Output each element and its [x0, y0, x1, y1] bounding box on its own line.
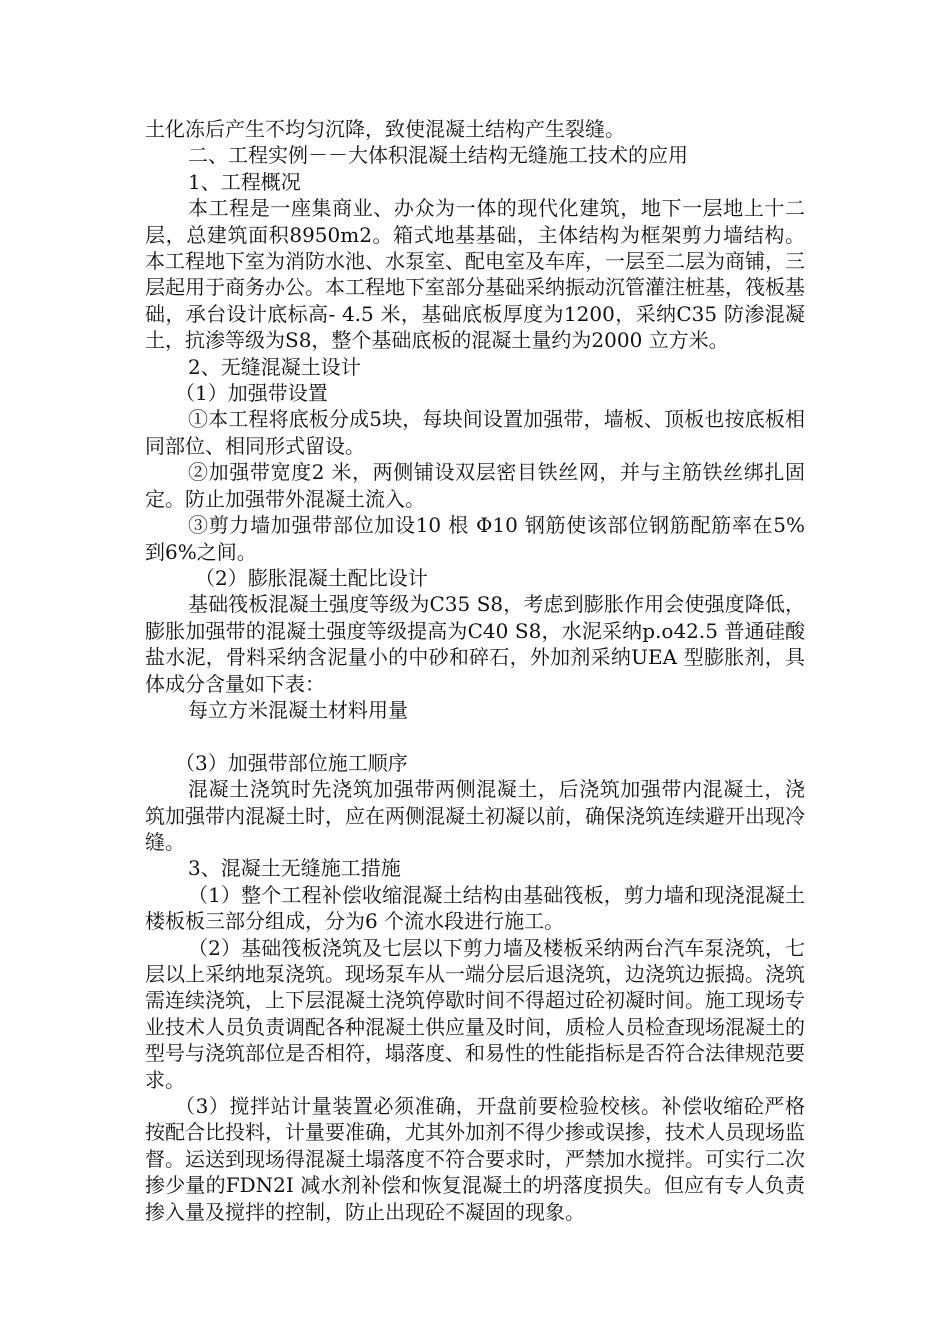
blank-line — [145, 723, 805, 749]
section-heading-project-example: 二、工程实例－－大体积混凝土结构无缝施工技术的应用 — [188, 143, 688, 168]
subsection-heading-overview: 1、工程概况 — [188, 169, 301, 194]
paragraph-item-2: ②加强带宽度2 米，两侧铺设双层密目铁丝网，并与主筋铁丝绑扎固定。防止加强带外混凝土流入。 — [145, 460, 805, 511]
table-caption: 每立方米混凝土材料用量 — [188, 697, 408, 722]
paragraph-measure-3: （3）搅拌站计量装置必须准确，开盘前要检验校核。补偿收缩砼严格按配合比投料，计量要准确，尤其外加剂不得少掺或误掺，技术人员现场监督。运送到现场得混凝土塌落度不符合要求时，严禁加水搅拌。可实行二次掺少量的FDN2I 减水剂补偿和恢复混凝土的坍落度损失。但应有专人负责掺入量及搅拌的控制，防止出现砼不凝固的现象。 — [145, 1094, 805, 1224]
paragraph-measure-2: （2）基础筏板浇筑及七层以下剪力墙及楼板采纳两台汽车泵浇筑，七层以上采纳地泵浇筑。现场泵车从一端分层后退浇筑，边浇筑边振捣。浇筑需连续浇筑，上下层混凝土浇筑停歇时间不得超过砼初凝时间。施工现场专业技术人员负责调配各种混凝土供应量及时间，质检人员检查现场混凝土的型号与浇筑部位是否相符，塌落度、和易性的性能指标是否符合法律规范要求。 — [145, 935, 805, 1092]
item-heading-construction-order: （3）加强带部位施工顺序 — [175, 750, 408, 775]
subsection-heading-measures: 3、混凝土无缝施工措施 — [188, 856, 401, 881]
paragraph-overview: 本工程是一座集商业、办众为一体的现代化建筑，地下一层地上十二层，总建筑面积8950m2。箱式地基基础，主体结构为框架剪力墙结构。本工程地下室为消防水池、水泵室、配电室及车库，一层至二层为商铺，三层起用于商务办公。本工程地下室部分基础采纳振动沉管灌注桩基，筏板基础，承台设计底标高- 4.5 米，基础底板厚度为1200，采纳C35 防渗混凝土，抗渗等级为S8，整个基础底板的混凝土量约为2000 立方米。 — [145, 196, 805, 353]
paragraph-continuation: 土化冻后产生不均匀沉降，致使混凝土结构产生裂缝。 — [145, 117, 625, 141]
item-heading-mix-design: （2）膨胀混凝土配比设计 — [195, 565, 428, 590]
paragraph-item-1: ①本工程将底板分成5块，每块间设置加强带，墙板、顶板也按底板相同部位、相同形式留设。 — [145, 407, 805, 458]
paragraph-item-3: ③剪力墙加强带部位加设10 根 Φ10 钢筋使该部位钢筋配筋率在5%到6%之间。 — [145, 513, 805, 564]
paragraph-construction-order: 混凝土浇筑时先浇筑加强带两侧混凝土，后浇筑加强带内混凝土，浇筑加强带内混凝土时，应在两侧混凝土初凝以前，确保浇筑连续避开出现冷缝。 — [145, 777, 805, 854]
subsection-heading-design: 2、无缝混凝土设计 — [188, 354, 361, 379]
document-body — [145, 116, 805, 1225]
item-heading-reinforcement-band: （1）加强带设置 — [175, 381, 328, 406]
paragraph-mix-design: 基础筏板混凝土强度等级为C35 S8，考虑到膨胀作用会使强度降低，膨胀加强带的混凝土强度等级提高为C40 S8，水泥采纳p.o42.5 普通硅酸盐水泥，骨料采纳含泥量小的中砂和碎石，外加剂采纳UEA 型膨胀剂，具体成分含量如下表： — [145, 592, 805, 696]
paragraph-measure-1: （1）整个工程补偿收缩混凝土结构由基础筏板，剪力墙和现浇混凝土楼板板三部分组成，分为6 个流水段进行施工。 — [145, 882, 805, 934]
